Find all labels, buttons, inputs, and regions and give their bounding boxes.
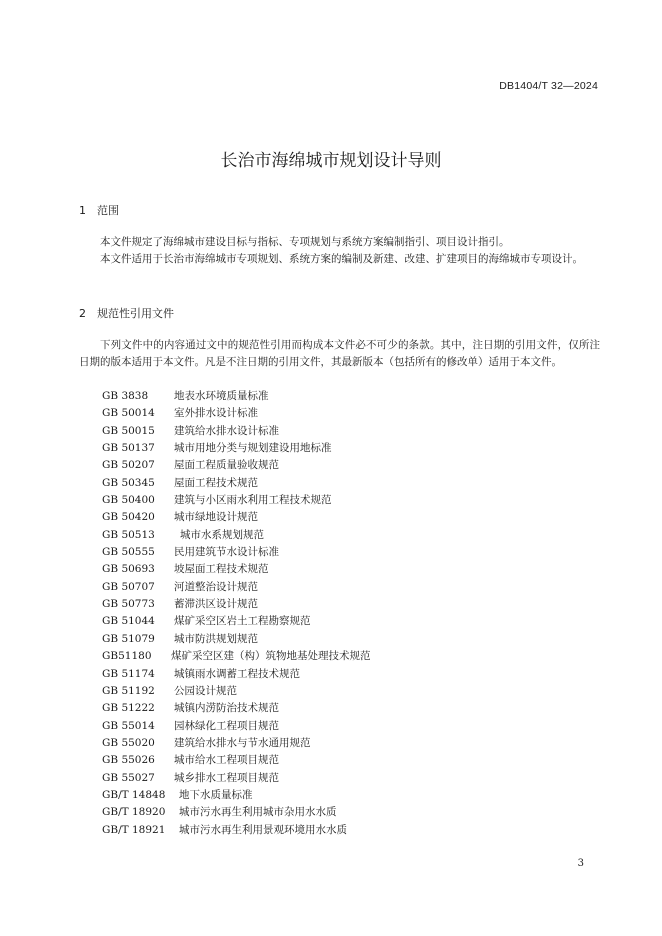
reference-code: GB 50014 [102, 407, 155, 420]
reference-item [102, 787, 371, 804]
reference-item [102, 752, 371, 769]
reference-code: GB 55014 [102, 719, 155, 732]
reference-name: 室外排水设计标准 [174, 407, 258, 420]
reference-name: 城市水系规划规范 [180, 528, 264, 541]
section-title: 规范性引用文件 [97, 307, 174, 320]
reference-name: 坡屋面工程技术规范 [174, 563, 269, 576]
reference-name: 城市污水再生利用城市杂用水水质 [179, 806, 337, 819]
reference-name: 建筑给水排水设计标准 [174, 424, 279, 437]
reference-item [102, 718, 371, 735]
reference-code: GB 50207 [102, 459, 155, 472]
reference-item [102, 666, 371, 683]
reference-item [102, 544, 371, 561]
reference-item [102, 440, 371, 457]
reference-item [102, 596, 371, 613]
reference-code: GB51180 [102, 650, 152, 663]
reference-name: 地下水质量标准 [179, 788, 253, 801]
paragraph: 下列文件中的内容通过文中的规范性引用而构成本文件必不可少的条款。其中，注日期的引用文件，仅所注日期的版本适用于本文件。凡是不注日期的引用文件，其最新版本（包括所有的修改单）适用于本文件。 [79, 339, 600, 368]
reference-code: GB 50345 [102, 476, 155, 489]
reference-code: GB/T 14848 [102, 788, 166, 801]
reference-item [102, 804, 371, 821]
reference-item [102, 423, 371, 440]
reference-name: 城市用地分类与规划建设用地标准 [174, 442, 332, 455]
reference-code: GB 51044 [102, 615, 155, 628]
reference-name: 河道整治设计规范 [174, 580, 258, 593]
reference-name: 城市绿地设计规范 [174, 511, 258, 524]
reference-name: 煤矿采空区建（构）筑物地基处理技术规范 [171, 650, 371, 663]
reference-code: GB/T 18920 [102, 806, 166, 819]
reference-name: 民用建筑节水设计标准 [174, 546, 279, 559]
reference-code: GB 50400 [102, 494, 155, 507]
reference-code: GB 55026 [102, 754, 155, 767]
reference-name: 城镇内涝防治技术规范 [174, 702, 279, 715]
reference-name: 城乡排水工程项目规范 [174, 771, 279, 784]
reference-code: GB 3838 [102, 390, 149, 402]
reference-code: GB 50137 [102, 442, 155, 455]
reference-item [102, 579, 371, 596]
reference-item [102, 475, 371, 492]
reference-name: 城市污水再生利用景观环境用水水质 [179, 823, 347, 836]
reference-item [102, 631, 371, 648]
reference-name: 屋面工程质量验收规范 [174, 459, 279, 472]
reference-code: GB 50555 [102, 546, 155, 559]
reference-item [102, 405, 371, 422]
reference-item [102, 735, 371, 752]
reference-code: GB 50773 [102, 598, 155, 611]
reference-name: 蓄滞洪区设计规范 [174, 598, 258, 611]
paragraph: 本文件适用于长治市海绵城市专项规划、系统方案的编制及新建、改建、扩建项目的海绵城市专项设计。 [100, 253, 583, 265]
reference-item [102, 457, 371, 474]
reference-code: GB 50513 [102, 528, 155, 541]
reference-code: GB 50015 [102, 424, 155, 437]
reference-code: GB 55020 [102, 736, 155, 749]
section-heading-normative-references [79, 305, 174, 321]
reference-code: GB 50707 [102, 580, 155, 593]
reference-code: GB 51079 [102, 632, 155, 645]
reference-item [102, 509, 371, 526]
document-code: DB1404/T 32—2024 [499, 80, 598, 92]
reference-item [102, 492, 371, 509]
reference-code: GB 51192 [102, 684, 155, 697]
reference-code: GB 50693 [102, 563, 155, 576]
reference-list [102, 388, 371, 839]
reference-name: 煤矿采空区岩土工程勘察规范 [174, 615, 311, 628]
reference-name: 城市给水工程项目规范 [174, 754, 279, 767]
document-title: 长治市海绵城市规划设计导则 [220, 151, 442, 171]
reference-name: 建筑与小区雨水利用工程技术规范 [174, 494, 332, 507]
reference-name: 地表水环境质量标准 [174, 390, 269, 402]
section-number: 2 [79, 307, 86, 320]
reference-item [102, 561, 371, 578]
reference-item [102, 683, 371, 700]
reference-name: 园林绿化工程项目规范 [174, 719, 279, 732]
reference-item [102, 613, 371, 630]
reference-item [102, 648, 371, 665]
reference-name: 公园设计规范 [174, 684, 237, 697]
reference-code: GB 51222 [102, 702, 155, 715]
reference-code: GB/T 18921 [102, 823, 166, 836]
reference-name: 城镇雨水调蓄工程技术规范 [174, 667, 300, 680]
reference-code: GB 55027 [102, 771, 155, 784]
reference-item [102, 700, 371, 717]
reference-item [102, 388, 371, 405]
reference-code: GB 50420 [102, 511, 155, 524]
paragraph: 本文件规定了海绵城市建设目标与指标、专项规划与系统方案编制指引、项目设计指引。 [100, 236, 510, 248]
page-number: 3 [577, 858, 584, 869]
section-heading-scope [79, 202, 119, 218]
reference-item [102, 822, 371, 839]
reference-code: GB 51174 [102, 667, 155, 680]
reference-item [102, 527, 371, 544]
reference-name: 建筑给水排水与节水通用规范 [174, 736, 311, 749]
section-title: 范围 [97, 204, 119, 217]
reference-item [102, 770, 371, 787]
reference-name: 城市防洪规划规范 [174, 632, 258, 645]
reference-name: 屋面工程技术规范 [174, 476, 258, 489]
section-number: 1 [79, 204, 86, 217]
